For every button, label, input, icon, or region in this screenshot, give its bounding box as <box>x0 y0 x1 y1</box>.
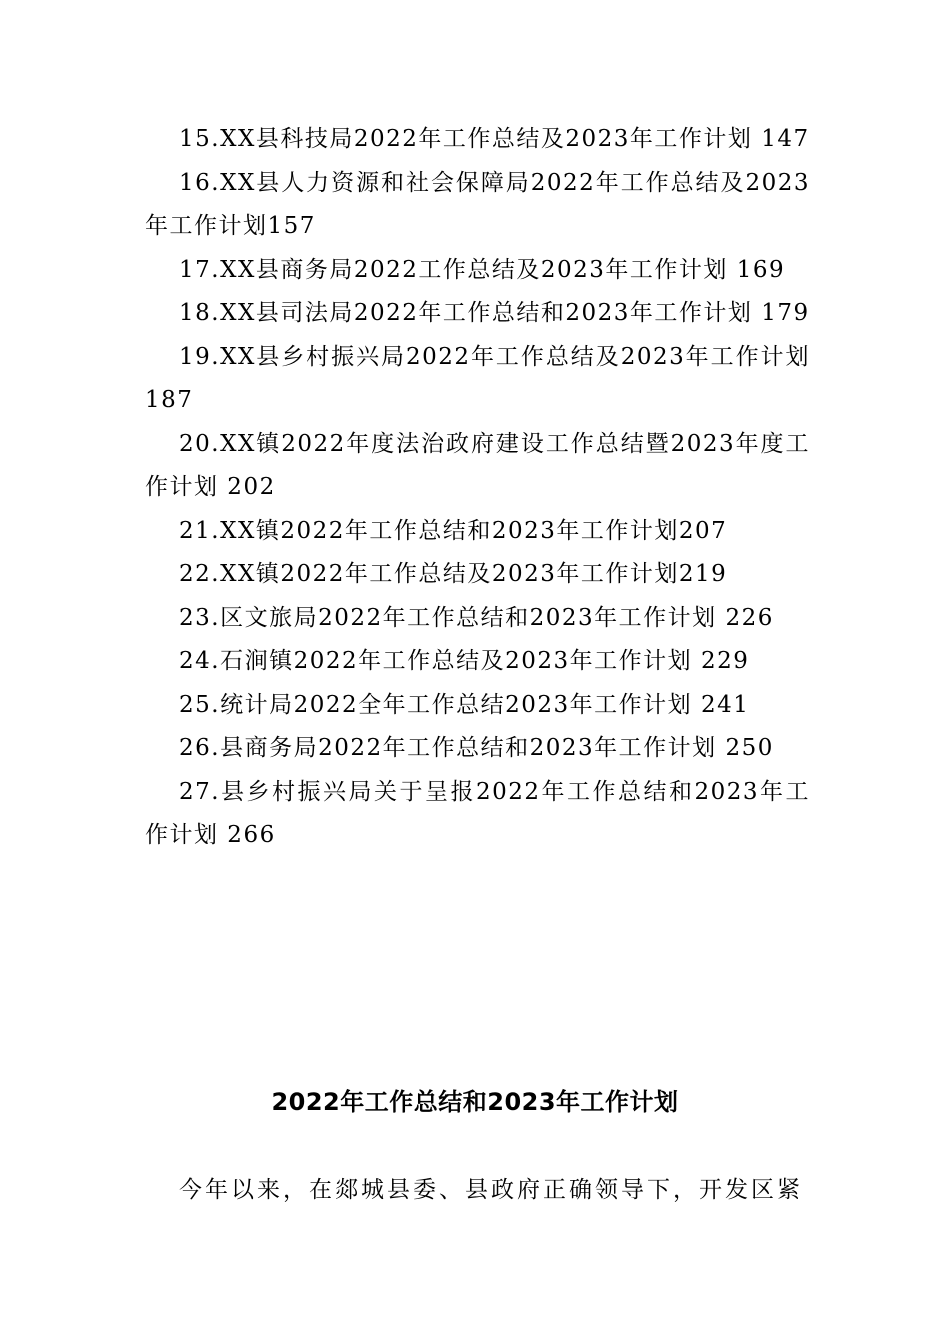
document-title: 2022年工作总结和2023年工作计划 <box>271 1088 679 1116</box>
toc-entry[interactable]: 25.统计局2022全年工作总结2023年工作计划 241 <box>179 691 750 718</box>
toc-entry[interactable]: 23.区文旅局2022年工作总结和2023年工作计划 226 <box>179 604 774 631</box>
toc-entry[interactable]: 18.XX县司法局2022年工作总结和2023年工作计划 179 <box>179 300 810 326</box>
toc-entry[interactable]: 19.XX县乡村振兴局2022年工作总结及2023年工作计划 187 <box>145 343 810 413</box>
toc-entry[interactable]: 15.XX县科技局2022年工作总结及2023年工作计划 147 <box>179 126 810 152</box>
table-of-contents <box>145 118 810 858</box>
toc-entry[interactable]: 24.石涧镇2022年工作总结及2023年工作计划 229 <box>179 648 750 674</box>
toc-entry[interactable]: 26.县商务局2022年工作总结和2023年工作计划 250 <box>179 735 774 761</box>
toc-entry[interactable]: 22.XX镇2022年工作总结及2023年工作计划219 <box>179 561 728 587</box>
toc-entry[interactable]: 20.XX镇2022年度法治政府建设工作总结暨2023年度工作计划 202 <box>145 430 810 500</box>
toc-entry[interactable]: 27.县乡村振兴局关于呈报2022年工作总结和2023年工作计划 266 <box>145 778 810 848</box>
toc-entry[interactable]: 21.XX镇2022年工作总结和2023年工作计划207 <box>179 517 728 544</box>
toc-entry[interactable]: 16.XX县人力资源和社会保障局2022年工作总结及2023年工作计划157 <box>145 169 810 239</box>
toc-entry[interactable]: 17.XX县商务局2022工作总结及2023年工作计划 169 <box>179 256 786 283</box>
body-paragraph: 今年以来，在郯城县委、县政府正确领导下，开发区紧 <box>179 1177 803 1203</box>
